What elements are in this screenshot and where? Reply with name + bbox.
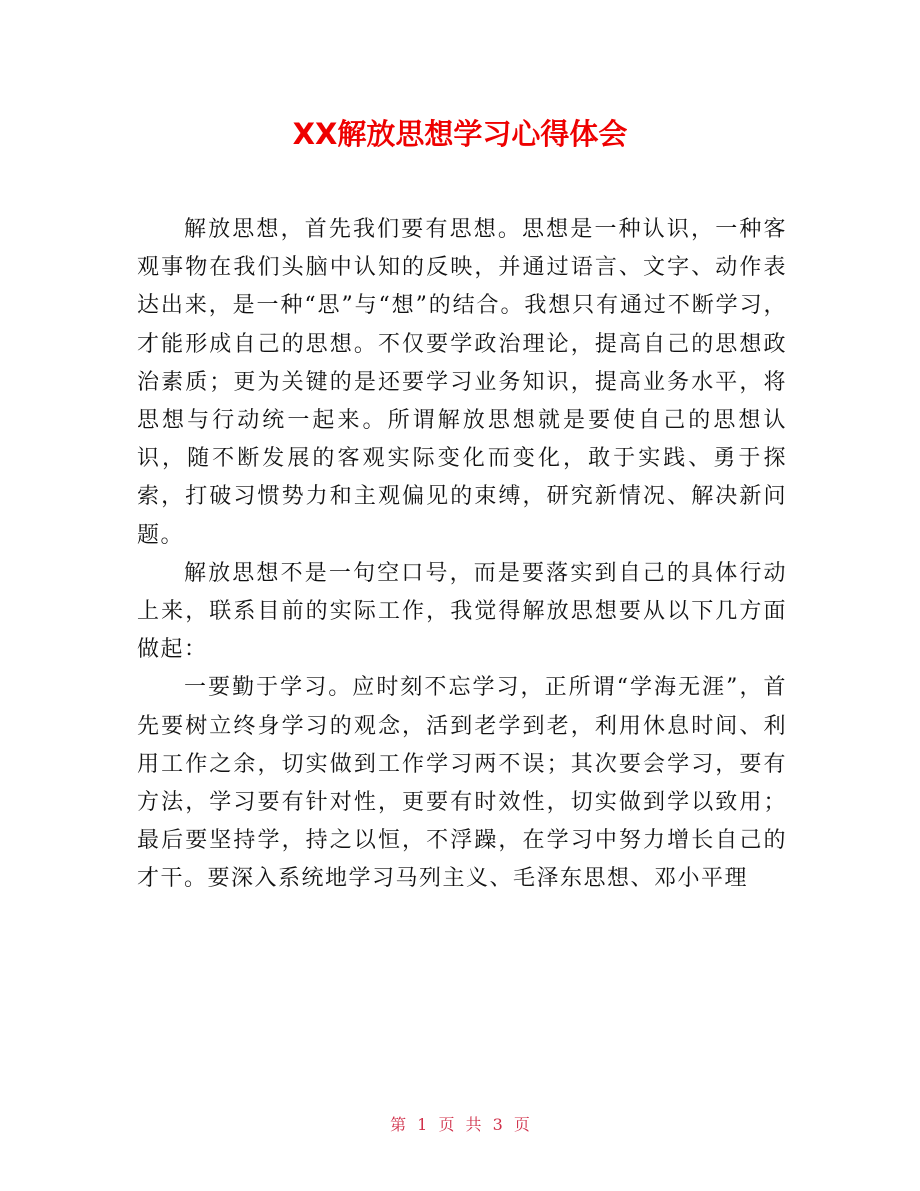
paragraph-2: 解放思想不是一句空口号，而是要落实到自己的具体行动上来，联系目前的实际工作，我觉得解放思想要从以下几方面做起： (137, 560, 787, 663)
document-body (137, 211, 787, 899)
document-title: XX解放思想学习心得体会 (292, 117, 628, 151)
paragraph-3: 一要勤于学习。应时刻不忘学习，正所谓“学海无涯”，首先要树立终身学习的观念，活到老学到老，利用休息时间、利用工作之余，切实做到工作学习两不误；其次要会学习，要有方法，学习要有针对性，更要有时效性，切实做到学以致用；最后要坚持学，持之以恒，不浮躁，在学习中努力增长自己的才干。要深入系统地学习马列主义、毛泽东思想、邓小平理 (137, 675, 787, 892)
page-footer: 第 1 页 共 3 页 (390, 1115, 530, 1134)
paragraph-1: 解放思想，首先我们要有思想。思想是一种认识，一种客观事物在我们头脑中认知的反映，并通过语言、文字、动作表达出来，是一种“思”与“想”的结合。我想只有通过不断学习，才能形成自己的思想。不仅要学政治理论，提高自己的思想政治素质；更为关键的是还要学习业务知识，提高业务水平，将思想与行动统一起来。所谓解放思想就是要使自己的思想认识，随不断发展的客观实际变化而变化，敢于实践、勇于探索，打破习惯势力和主观偏见的束缚，研究新情况、解决新问题。 (137, 217, 787, 548)
